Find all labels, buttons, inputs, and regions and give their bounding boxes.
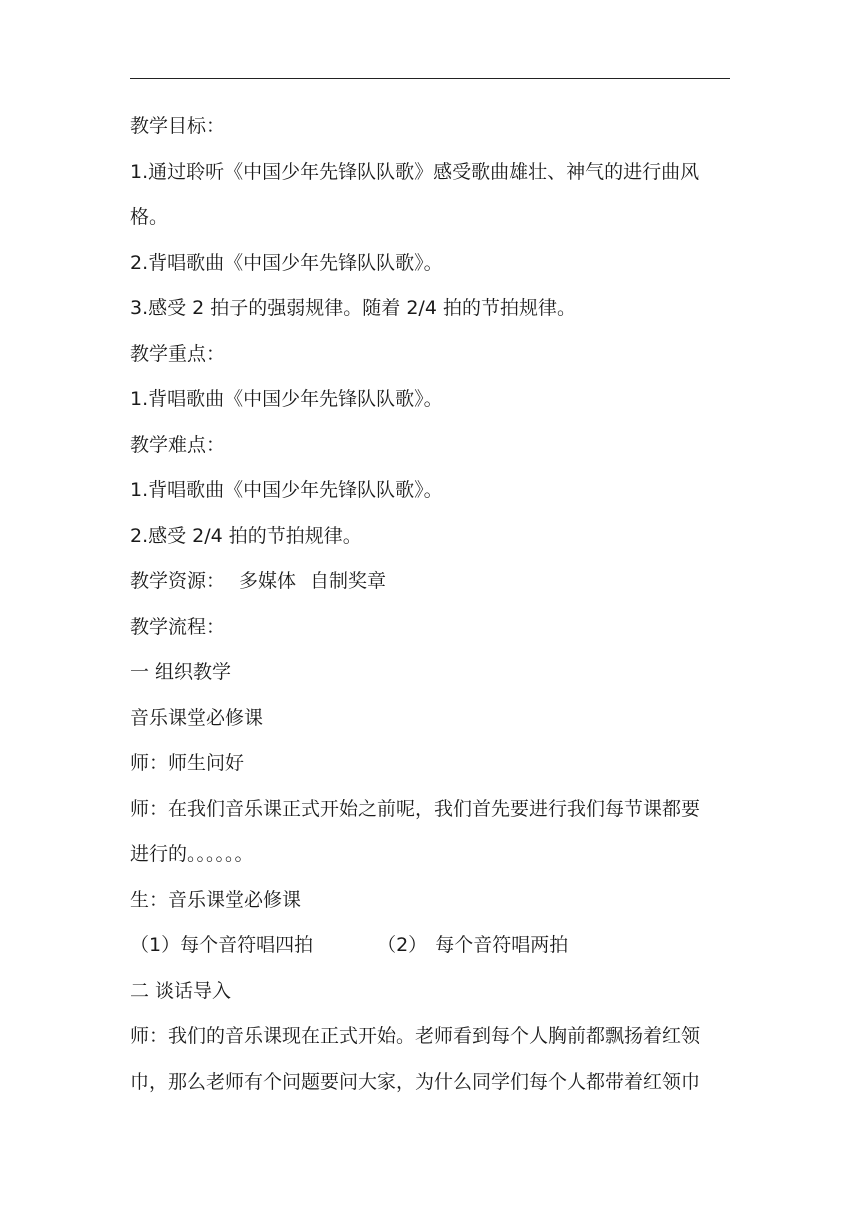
- option-2-number: （2）: [377, 934, 428, 956]
- goal-1-line-1: 1.通过聆听《中国少年先锋队队歌》感受歌曲雄壮、神气的进行曲风: [130, 160, 700, 183]
- teacher-intro-line-1: 师：我们的音乐课现在正式开始。老师看到每个人胸前都飘扬着红领: [130, 1025, 701, 1047]
- difficulty-2: 2.感受 2/4 拍的节拍规律。: [130, 524, 362, 547]
- required-course-line: 音乐课堂必修课: [130, 706, 264, 729]
- difficulty-1: 1.背唱歌曲《中国少年先锋队队歌》。: [130, 479, 443, 501]
- teacher-line-1: 师：在我们音乐课正式开始之前呢，我们首先要进行我们每节课都要: [130, 797, 701, 820]
- goal-1-line-2: 格。: [130, 206, 169, 228]
- resource-medal: 自制奖章: [310, 570, 387, 592]
- teaching-goals-heading: 教学目标：: [130, 115, 226, 137]
- option-2-text: 每个音符唱两拍: [435, 934, 569, 956]
- teacher-greeting: 师：师生问好: [130, 752, 245, 774]
- teacher-intro-line-2: 巾，那么老师有个问题要问大家，为什么同学们每个人都带着红领巾: [130, 1070, 701, 1093]
- goal-2: 2.背唱歌曲《中国少年先锋队队歌》。: [130, 251, 443, 274]
- option-1: （1）每个音符唱四拍: [130, 934, 314, 956]
- section-2-heading: 二 谈话导入: [130, 979, 232, 1002]
- difficulties-heading: 教学难点：: [130, 433, 226, 456]
- resources-label: 教学资源：: [130, 570, 226, 592]
- resources-line: [130, 559, 732, 605]
- options-line: [130, 923, 732, 969]
- teacher-line-2: 进行的。。。。。。: [130, 843, 254, 865]
- goal-3: 3.感受 2 拍子的强弱规律。随着 2/4 拍的节拍规律。: [130, 297, 576, 319]
- key-points-heading: 教学重点：: [130, 342, 226, 365]
- key-point-1: 1.背唱歌曲《中国少年先锋队队歌》。: [130, 388, 443, 410]
- student-response: 生：音乐课堂必修课: [130, 888, 302, 911]
- process-heading: 教学流程：: [130, 615, 226, 638]
- resource-multimedia: 多媒体: [239, 570, 297, 592]
- section-1-heading: 一 组织教学: [130, 661, 232, 683]
- document-body: [130, 104, 732, 1105]
- header-rule: [130, 78, 730, 79]
